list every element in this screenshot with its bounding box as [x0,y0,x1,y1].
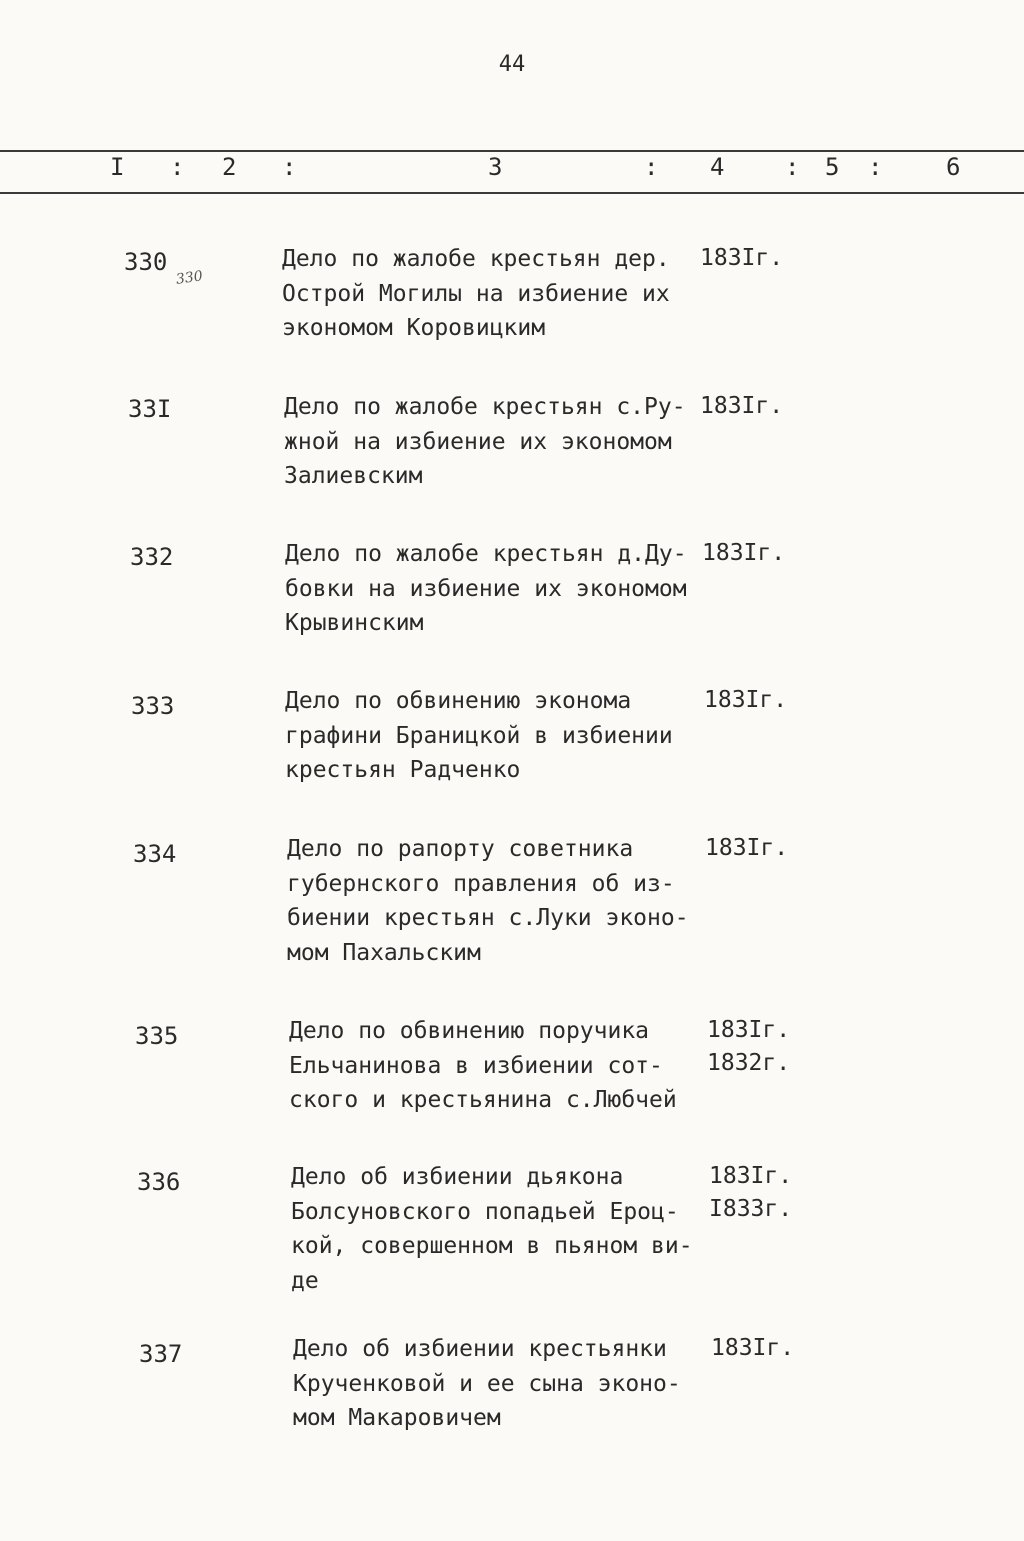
column-separator: : [282,153,297,181]
row-dates: 183Iг. 1832г. [707,1017,791,1076]
row-number: 332 [130,543,174,571]
row-description: Дело по рапорту советника губернского правления об из- биении крестьян с.Луки эконо- мом Пахальским [287,836,689,966]
row-number: 334 [133,840,177,868]
row-dates: 183Iг. [702,540,786,566]
row-number: 336 [137,1168,181,1196]
row-description: Дело об избиении крестьянки Крученковой и ее сына эконо- мом Макаровичем [293,1336,681,1431]
row-number: 330 [124,248,168,276]
row-number: 337 [139,1340,183,1368]
column-header-3: 3 [488,153,503,181]
row-description: Дело по жалобе крестьян дер. Острой Могилы на избиение их экономом Коровицким [282,246,670,341]
row-dates: 183Iг. [704,687,788,713]
row-number: 33I [128,395,172,423]
row-number: 333 [131,692,175,720]
page-number: 44 [498,52,526,77]
row-dates: 183Iг. [711,1335,795,1361]
row-description: Дело по обвинению поручика Ельчанинова в избиении сот- ского и крестьянина с.Любчей [289,1018,677,1113]
column-header-6: 6 [946,153,961,181]
column-header-2: 2 [222,153,237,181]
row-dates: 183Iг. [705,835,789,861]
column-separator: : [170,153,185,181]
column-header-5: 5 [825,153,840,181]
row-number: 335 [135,1022,179,1050]
row-description: Дело по обвинению эконома графини Браницкой в избиении крестьян Радченко [285,688,673,783]
row-dates: 183Iг. [700,393,784,419]
column-separator: : [868,153,883,181]
row-description: Дело по жалобе крестьян с.Ру- жной на избиение их экономом Залиевским [284,394,686,489]
handwritten-note: 330 [175,268,204,288]
header-rule-bottom [0,192,1024,194]
row-description: Дело по жалобе крестьян д.Ду- бовки на избиение их экономом Крывинским [285,541,687,636]
row-dates: 183Iг. I833г. [709,1163,793,1222]
column-header-1: I [110,153,125,181]
column-separator: : [644,153,659,181]
row-dates: 183Iг. [700,245,784,271]
column-separator: : [785,153,800,181]
row-description: Дело об избиении дьякона Болсуновского попадьей Ероц- кой, совершенном в пьяном ви- де [291,1164,693,1294]
header-rule-top [0,150,1024,152]
column-header-4: 4 [710,153,725,181]
